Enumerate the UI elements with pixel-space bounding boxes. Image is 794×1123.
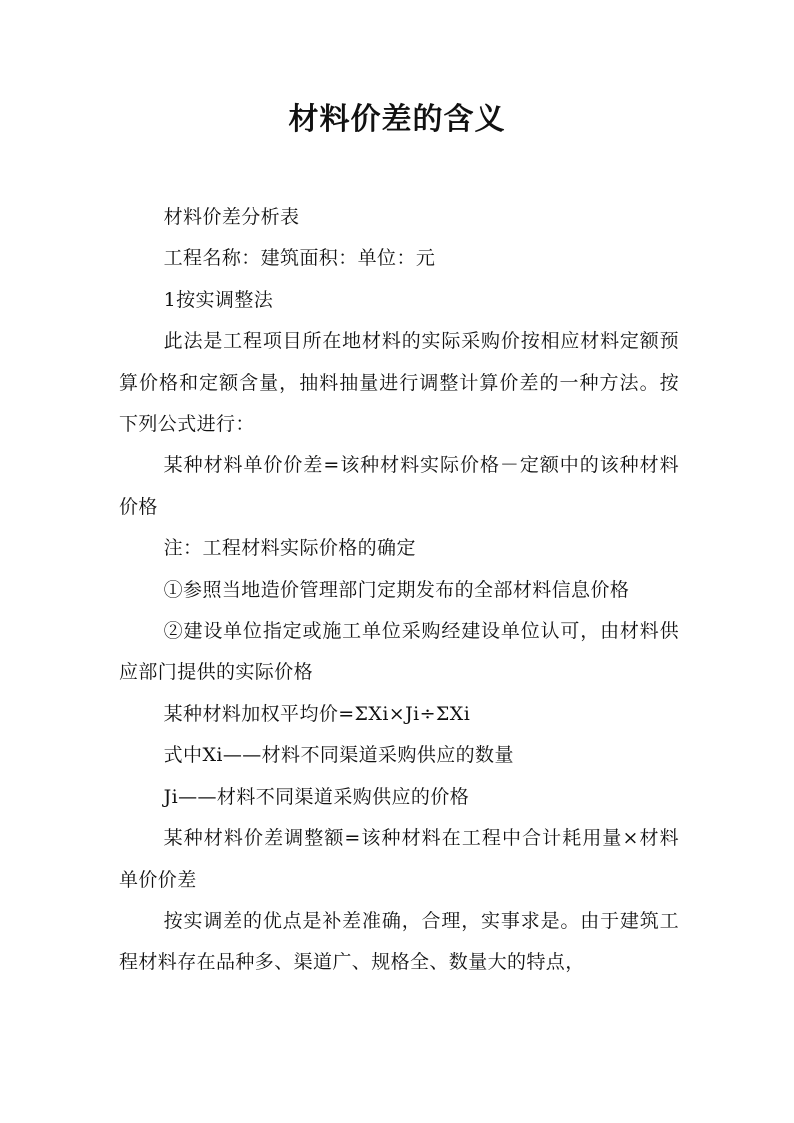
paragraph-xi-definition: 式中Xi——材料不同渠道采购供应的数量 xyxy=(163,744,514,767)
paragraph-method-description: 此法是工程项目所在地材料的实际采购价按相应材料定额预算价格和定额含量，抽料抽量进行调整计算价差的一种方法。按下列公式进行： xyxy=(119,330,679,436)
document-body xyxy=(119,197,679,984)
paragraph-table-title: 材料价差分析表 xyxy=(163,206,300,228)
paragraph-method-heading: 1按实调整法 xyxy=(163,288,274,311)
paragraph-adjustment-formula: 某种材料价差调整额=该种材料在工程中合计耗用量×材料单价价差 xyxy=(119,827,679,891)
paragraph-note-item-1: ①参照当地造价管理部门定期发布的全部材料信息价格 xyxy=(163,578,630,601)
paragraph-unit-price-formula: 某种材料单价价差=该种材料实际价格－定额中的该种材料价格 xyxy=(119,454,679,518)
paragraph-project-info: 工程名称：建筑面积：单位：元 xyxy=(163,247,436,270)
paragraph-advantages: 按实调差的优点是补差准确，合理，实事求是。由于建筑工程材料存在品种多、渠道广、规格全、数量大的特点， xyxy=(119,909,679,974)
paragraph-weighted-average-formula: 某种材料加权平均价=ΣXi×Ji÷ΣXi xyxy=(163,702,471,725)
paragraph-note: 注：工程材料实际价格的确定 xyxy=(163,537,416,560)
paragraph-ji-definition: Ji——材料不同渠道采购供应的价格 xyxy=(163,785,470,808)
paragraph-note-item-2: ②建设单位指定或施工单位采购经建设单位认可，由材料供应部门提供的实际价格 xyxy=(119,620,679,684)
document-title: 材料价差的含义 xyxy=(288,102,506,137)
